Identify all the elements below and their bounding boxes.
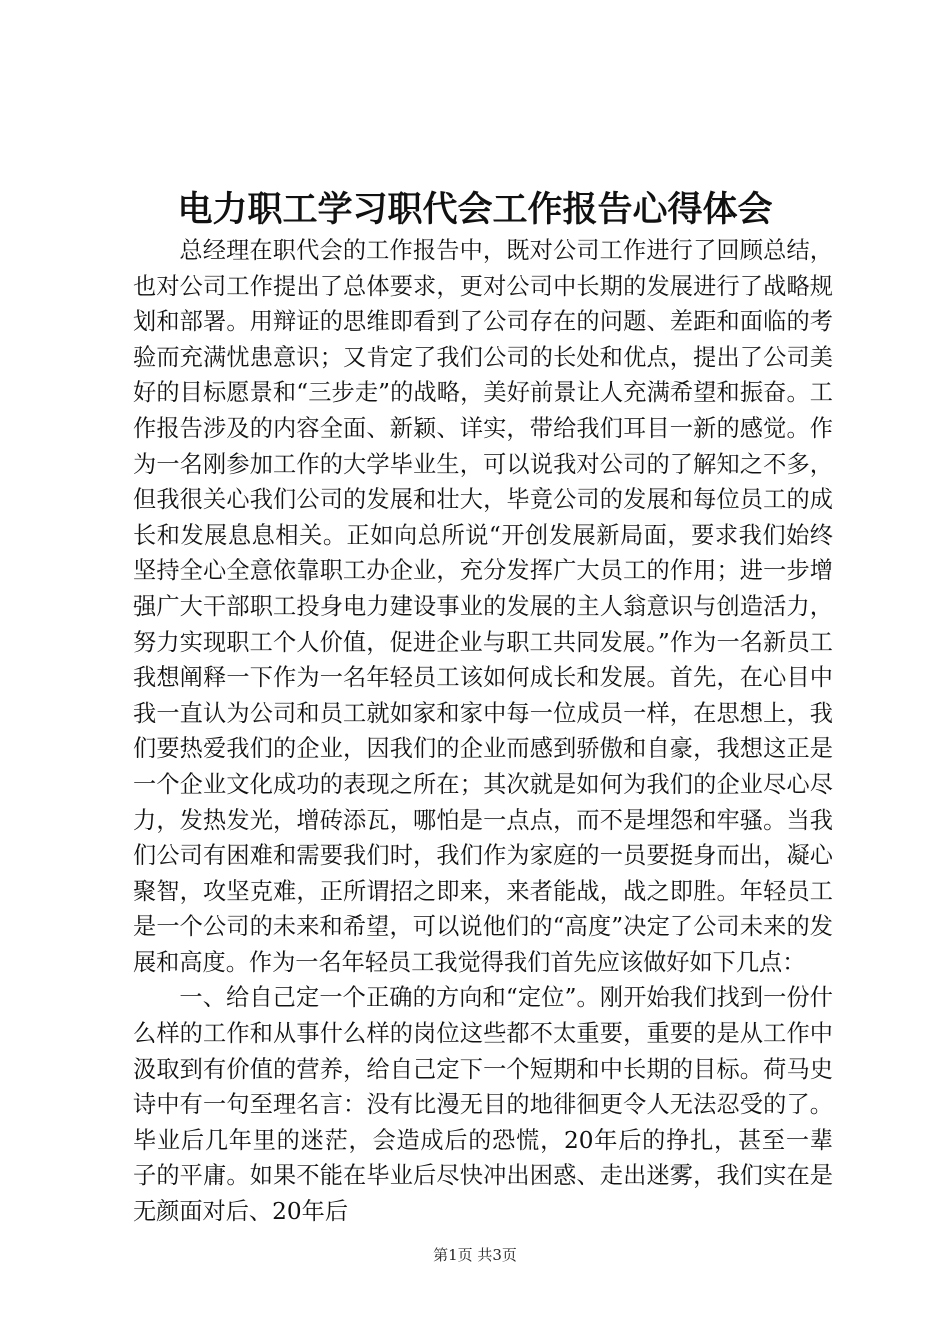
page-footer: 第1页 共3页 bbox=[433, 1246, 517, 1264]
paragraph-2: 一、给自己定一个正确的方向和“定位”。刚开始我们找到一份什么样的工作和从事什么样的岗位这些都不太重要，重要的是从工作中汲取到有价值的营养，给自己定下一个短期和中长期的目标。荷马史诗中有一句至理名言：没有比漫无目的地徘徊更令人无法忍受的了。毕业后几年里的迷茫，会造成后的恐慌，20年后的挣扎，甚至一辈子的平庸。如果不能在毕业后尽快冲出困惑、走出迷雾，我们实在是无颜面对后、20年后 bbox=[133, 984, 833, 1226]
document-body bbox=[133, 233, 833, 1230]
document-title: 电力职工学习职代会工作报告心得体会 bbox=[177, 189, 773, 230]
paragraph-1: 总经理在职代会的工作报告中，既对公司工作进行了回顾总结，也对公司工作提出了总体要求，更对公司中长期的发展进行了战略规划和部署。用辩证的思维即看到了公司存在的问题、差距和面临的考验而充满忧患意识；又肯定了我们公司的长处和优点，提出了公司美好的目标愿景和“三步走”的战略，美好前景让人充满希望和振奋。工作报告涉及的内容全面、新颖、详实，带给我们耳目一新的感觉。作为一名刚参加工作的大学毕业生，可以说我对公司的了解知之不多，但我很关心我们公司的发展和壮大，毕竟公司的发展和每位员工的成长和发展息息相关。正如向总所说“开创发展新局面，要求我们始终坚持全心全意依靠职工办企业，充分发挥广大员工的作用；进一步增强广大干部职工投身电力建设事业的发展的主人翁意识与创造活力，努力实现职工个人价值，促进企业与职工共同发展。”作为一名新员工我想阐释一下作为一名年轻员工该如何成长和发展。首先，在心目中我一直认为公司和员工就如家和家中每一位成员一样，在思想上，我们要热爱我们的企业，因我们的企业而感到骄傲和自豪，我想这正是一个企业文化成功的表现之所在；其次就是如何为我们的企业尽心尽力，发热发光，增砖添瓦，哪怕是一点点，而不是埋怨和牢骚。当我们公司有困难和需要我们时，我们作为家庭的一员要挺身而出，凝心聚智，攻坚克难，正所谓招之即来，来者能战，战之即胜。年轻员工是一个公司的未来和希望，可以说他们的“高度”决定了公司未来的发展和高度。作为一名年轻员工我觉得我们首先应该做好如下几点： bbox=[133, 237, 833, 976]
